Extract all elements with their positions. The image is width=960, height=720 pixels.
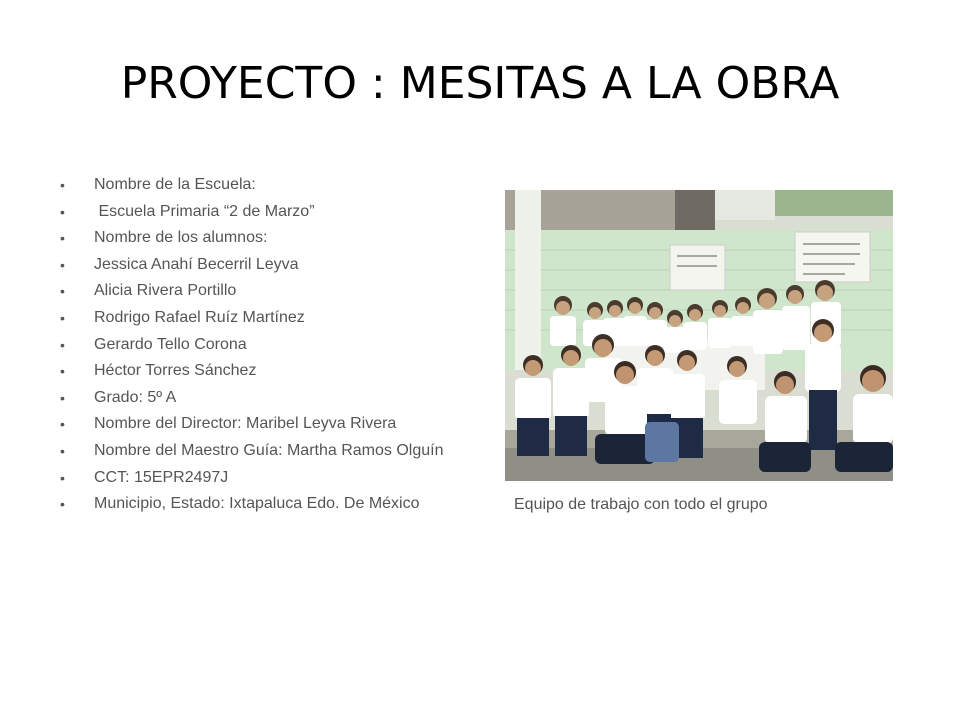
list-item: • Escuela Primaria “2 de Marzo” [60, 199, 443, 226]
list-item: • Alicia Rivera Portillo [60, 278, 443, 305]
list-item: • Nombre del Maestro Guía: Martha Ramos Olguín [60, 438, 443, 465]
list-item: • Municipio, Estado: Ixtapaluca Edo. De México [60, 491, 443, 518]
list-item: • Gerardo Tello Corona [60, 332, 443, 359]
info-list [60, 172, 443, 518]
slide-title: PROYECTO : MESITAS A LA OBRA [120, 58, 840, 109]
list-item: • Nombre de la Escuela: [60, 172, 443, 199]
photo-caption: Equipo de trabajo con todo el grupo [514, 496, 768, 513]
list-item: • Nombre del Director: Maribel Leyva Rivera [60, 411, 443, 438]
list-item: • Jessica Anahí Becerril Leyva [60, 252, 443, 279]
list-item: • CCT: 15EPR2497J [60, 465, 443, 492]
list-item: • Rodrigo Rafael Ruíz Martínez [60, 305, 443, 332]
list-item: • Nombre de los alumnos: [60, 225, 443, 252]
group-photo [505, 190, 893, 481]
list-item: • Héctor Torres Sánchez [60, 358, 443, 385]
list-item: • Grado: 5º A [60, 385, 443, 412]
